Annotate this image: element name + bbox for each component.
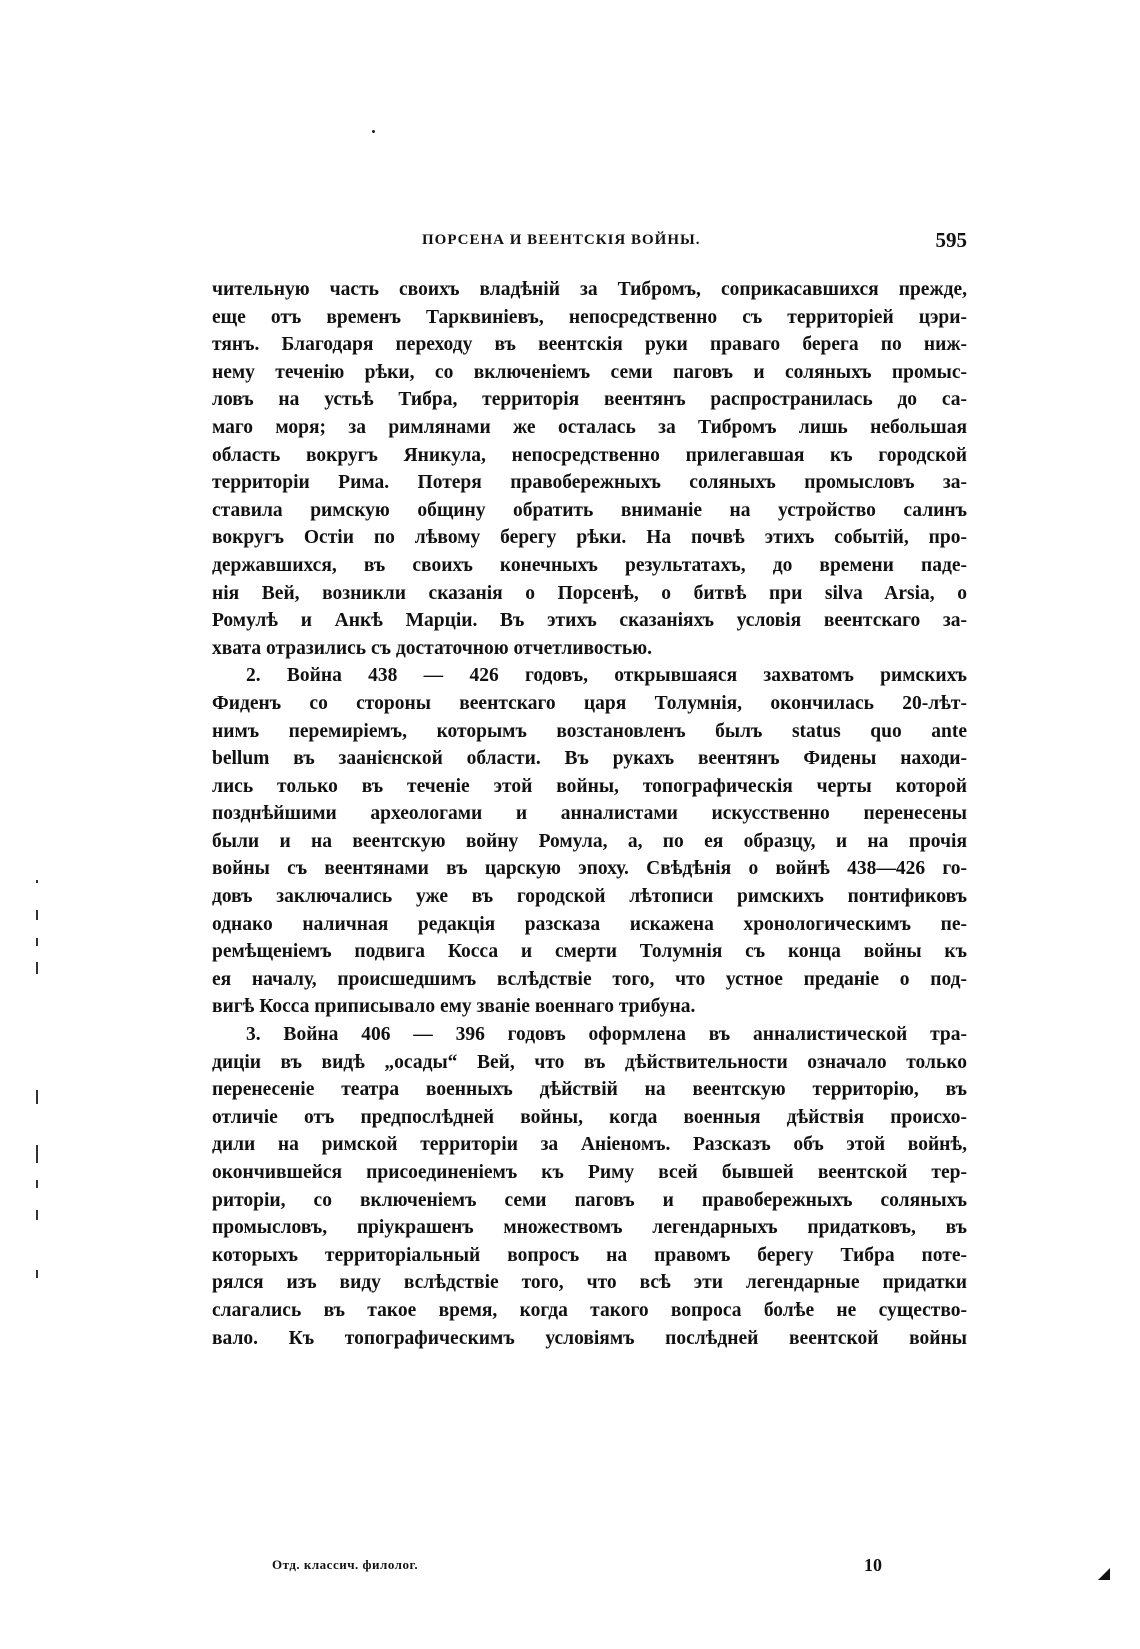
section-3-start-line: 3. Война 406 — 396 годовъ оформлена въ анналистической тра- (246, 1024, 967, 1046)
text-line: Ромулѣ и Анкѣ Марціи. Въ этихъ сказаніяхъ условія веентскаго за- (212, 610, 967, 632)
text-line: которыхъ территоріальный вопросъ на правомъ берегу Тибра поте- (212, 1244, 967, 1266)
text-line: нему теченію рѣки, со включеніемъ семи паговъ и соляныхъ промыс- (212, 361, 967, 383)
text-line: промысловъ, пріукрашенъ множествомъ легендарныхъ придатковъ, въ (212, 1217, 967, 1239)
page-number: 595 (935, 228, 967, 252)
corner-triangle-mark (1098, 1568, 1110, 1580)
text-line: ловъ на устьѣ Тибра, территорія веентянъ распространилась до са- (212, 389, 967, 411)
text-line: ремѣщеніемъ подвига Косса и смерти Толумнія съ конца войны къ (212, 941, 967, 963)
text-line: ея началу, происшедшимъ вслѣдствіе того, что устное преданіе о под- (212, 968, 967, 990)
text-line: ставила римскую общину обратить вниманіе на устройство салинъ (212, 499, 967, 521)
text-line: вокругъ Остіи по лѣвому берегу рѣки. На почвѣ этихъ событій, про- (212, 527, 967, 549)
text-line: державшихся, въ своихъ конечныхъ результатахъ, до времени паде- (212, 554, 967, 576)
paragraph-end-line: вигѣ Косса приписывало ему званіе военнаго трибуна. (212, 996, 696, 1018)
text-line: однако наличная редакція разсказа искажена хронологическимъ пе- (212, 913, 967, 935)
text-line: Фиденъ со стороны веентскаго царя Толумнія, окончилась 20-лѣт- (212, 692, 967, 714)
margin-scan-mark (36, 1210, 38, 1220)
text-line: область вокругъ Яникула, непосредственно прилегавшая къ городской (212, 444, 967, 466)
text-line: диціи въ видѣ „осады“ Вей, что въ дѣйствительности означало только (212, 1051, 967, 1073)
stray-dot (372, 130, 375, 133)
text-line: перенесеніе театра военныхъ дѣйствій на веентскую территорію, въ (212, 1079, 967, 1101)
text-line: войны съ веентянами въ царскую эпоху. Свѣдѣнія о войнѣ 438—426 го- (212, 858, 967, 880)
text-line: bellum въ заанієнской области. Въ рукахъ веентянъ Фидены находи- (212, 748, 967, 770)
text-line: риторіи, со включеніемъ семи паговъ и правобережныхъ соляныхъ (212, 1189, 967, 1211)
section-2-start-line: 2. Война 438 — 426 годовъ, открывшаяся захватомъ римскихъ (246, 665, 967, 687)
text-line: нія Вей, возникли сказанія о Порсенѣ, о битвѣ при silva Arsia, о (212, 582, 967, 604)
text-line: чительную часть своихъ владѣній за Тибромъ, соприкасавшихся прежде, (212, 279, 967, 300)
body-text (212, 276, 967, 1352)
text-line: слагались въ такое время, когда такого вопроса болѣе не существо- (212, 1299, 967, 1321)
margin-scan-mark (36, 1090, 38, 1104)
text-line: были и на веентскую войну Ромула, а, по ея образцу, и на прочія (212, 830, 967, 852)
text-line: дили на римской территоріи за Аніеномъ. Разсказъ объ этой войнѣ, (212, 1134, 967, 1156)
running-title: ПОРСЕНА И ВЕЕНТСКІЯ ВОЙНЫ. (422, 232, 701, 248)
margin-scan-mark (36, 910, 38, 920)
margin-scan-mark (36, 880, 38, 883)
text-line: отличіе отъ предпослѣдней войны, когда военныя дѣйствія происхо- (212, 1106, 967, 1128)
text-line: рялся изъ виду вслѣдствіе того, что всѣ эти легендарные придатки (212, 1272, 967, 1294)
sheet-number: 10 (864, 1555, 882, 1575)
text-line: лись только въ теченіе этой войны, топографическія черты которой (212, 775, 967, 797)
paragraph-end-line: хвата отразились съ достаточною отчетливостью. (212, 637, 652, 659)
text-line: еще отъ временъ Тарквиніевъ, непосредственно съ территоріей цэри- (212, 306, 967, 328)
text-line: маго моря; за римлянами же осталась за Тибромъ лишь небольшая (212, 416, 967, 438)
text-line: нимъ перемиріемъ, которымъ возстановленъ былъ status quo ante (212, 720, 967, 742)
text-line: позднѣйшими археологами и анналистами искусственно перенесены (212, 803, 967, 825)
running-head (212, 228, 967, 256)
text-line: тянъ. Благодаря переходу въ веентскія руки праваго берега по ниж- (212, 334, 967, 356)
text-line: окончившейся присоединеніемъ къ Риму всей бывшей веентской тер- (212, 1162, 967, 1183)
margin-scan-mark (36, 1270, 38, 1278)
text-line: территоріи Рима. Потеря правобережныхъ соляныхъ промысловъ за- (212, 472, 967, 494)
footer (272, 1555, 912, 1579)
margin-scan-mark (36, 1145, 38, 1163)
footer-signature: Отд. классич. филолог. (272, 1557, 419, 1572)
text-line: вало. Къ топографическимъ условіямъ послѣдней веентской войны (212, 1327, 967, 1349)
margin-scan-mark (36, 1180, 38, 1188)
margin-scan-mark (36, 938, 38, 946)
margin-scan-mark (36, 962, 38, 974)
text-line: довъ заключались уже въ городской лѣтописи римскихъ понтификовъ (212, 886, 967, 908)
